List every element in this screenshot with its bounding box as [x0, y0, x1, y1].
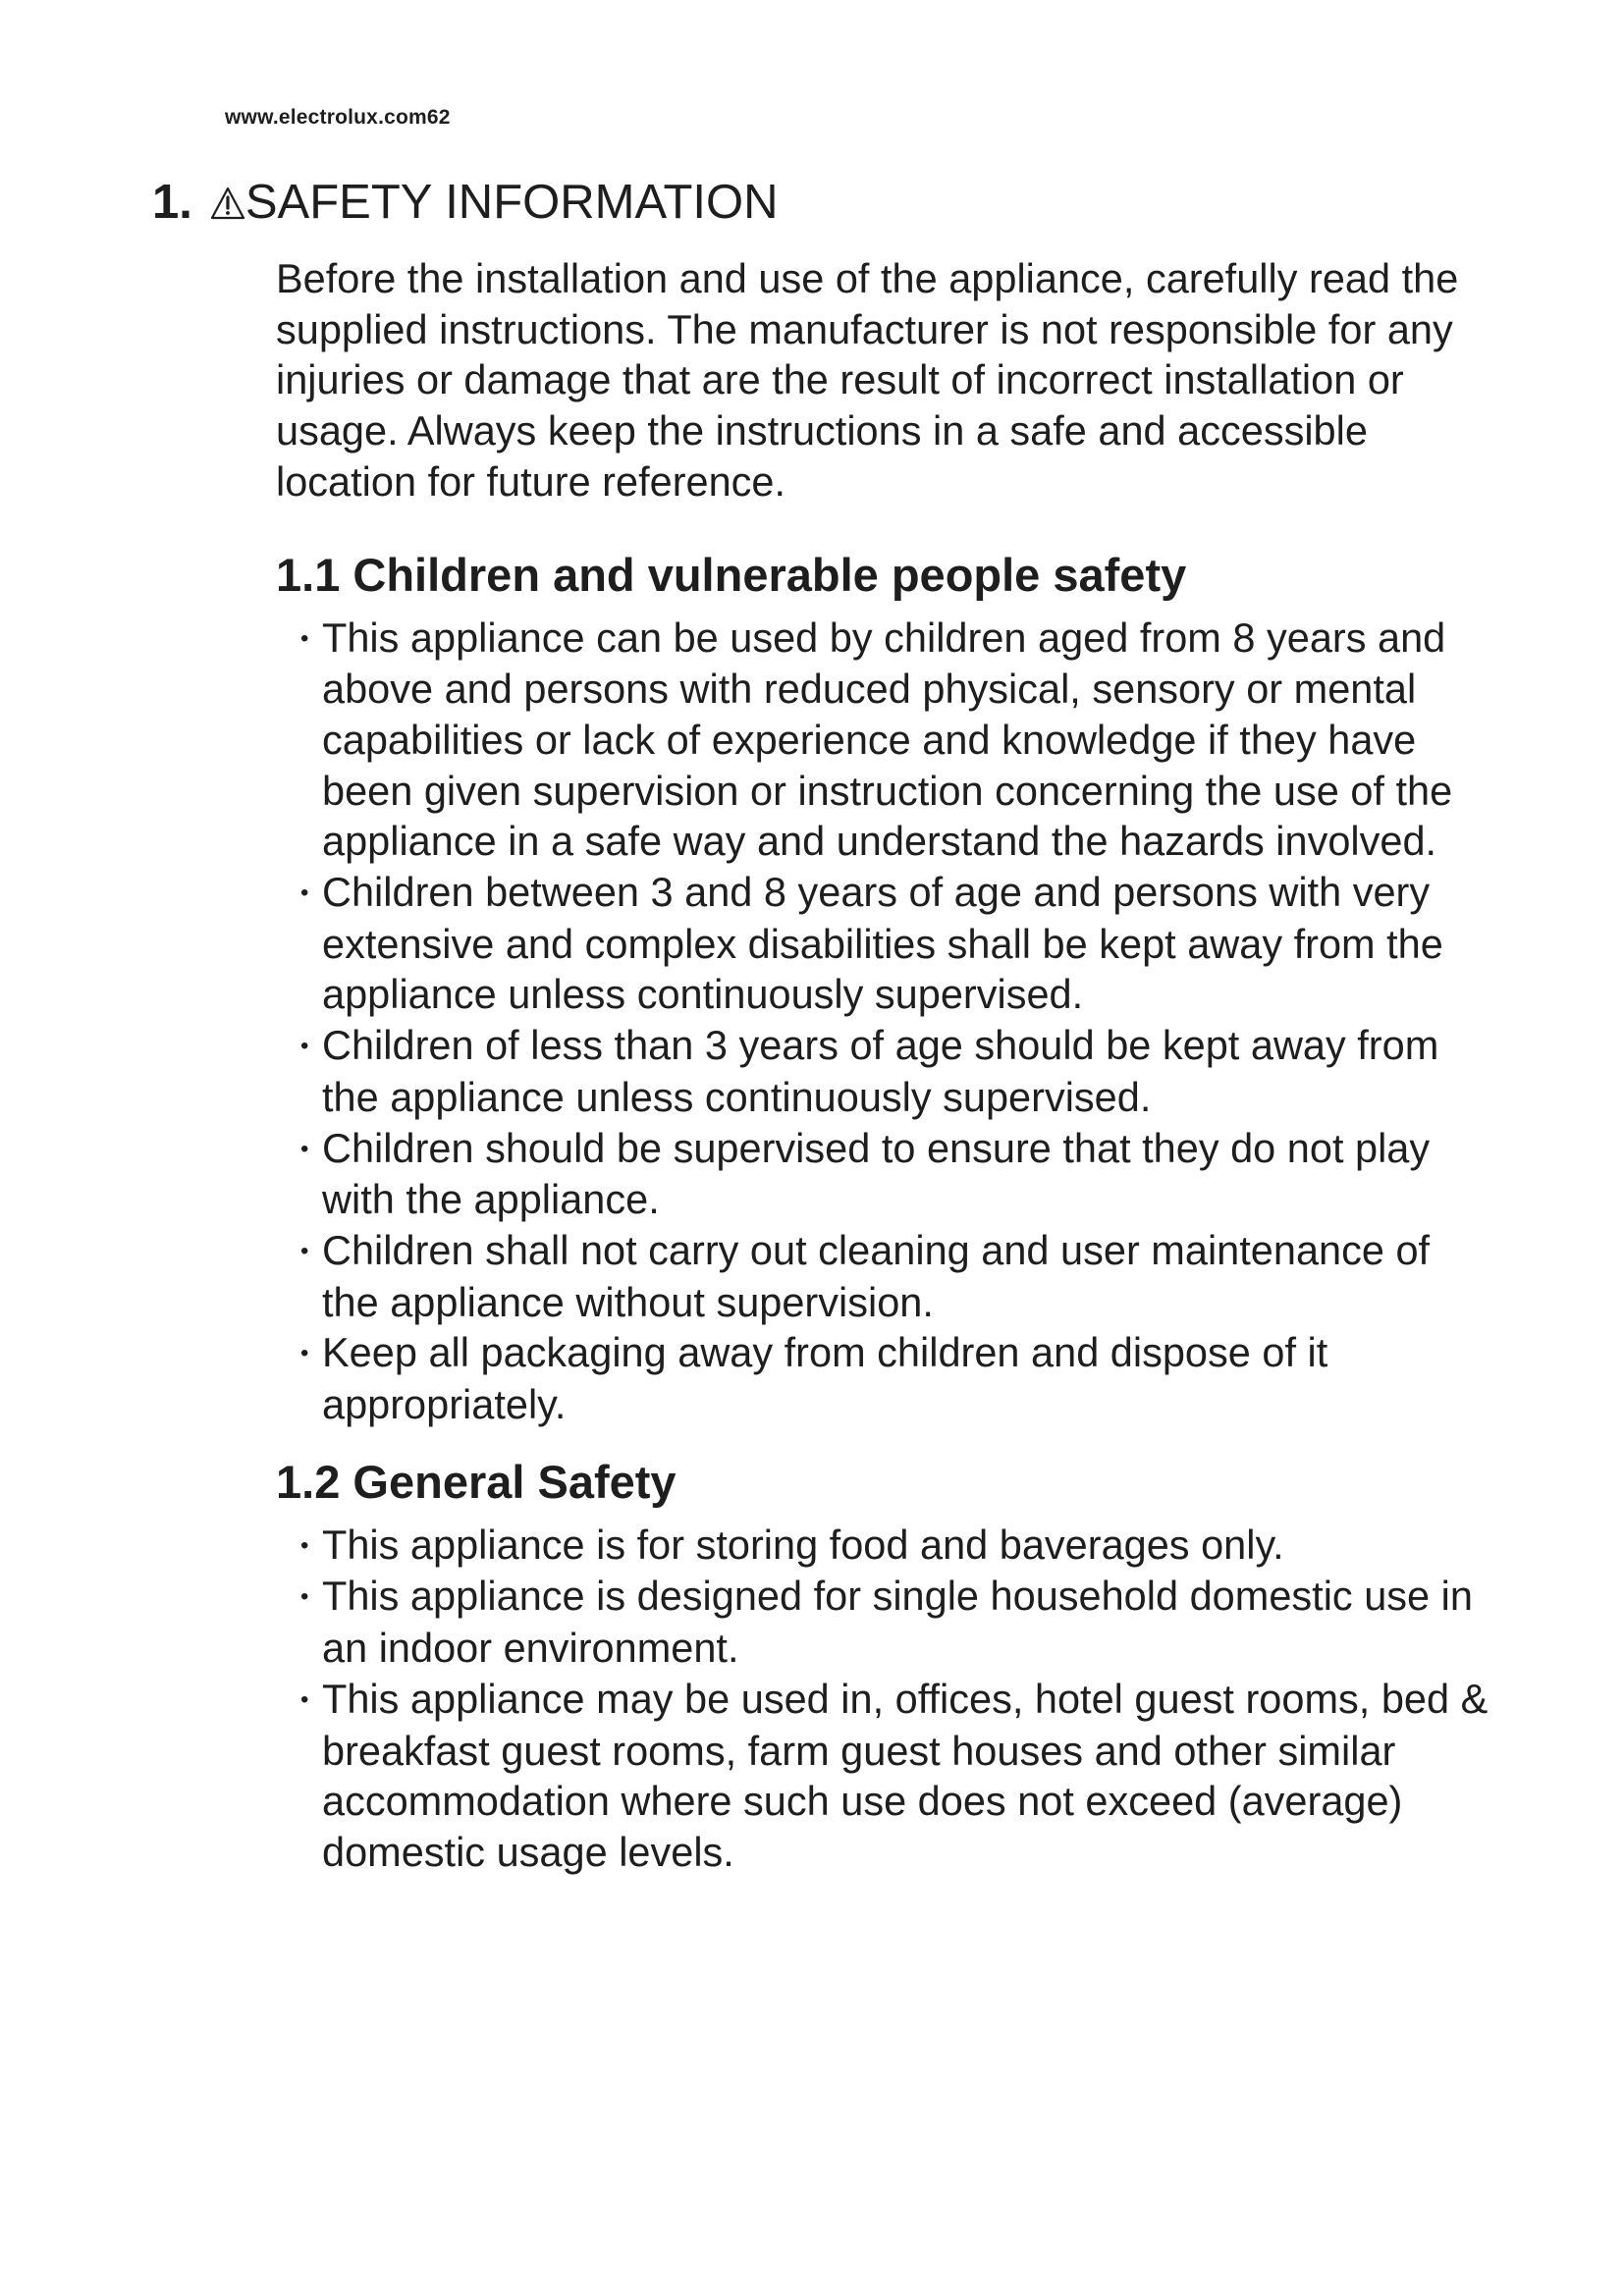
bullet-icon: • — [300, 1583, 309, 1611]
bullet-icon: • — [300, 1135, 309, 1162]
section-heading — [152, 173, 779, 232]
list-item: • Children shall not carry out cleaning and user maintenance of the appliance without supervision. — [300, 1226, 1431, 1325]
bullet-icon: • — [300, 880, 309, 907]
list-item: • Children between 3 and 8 years of age and persons with very extensive and complex disabilities shall be kept away from the appliance unless continuously supervised. — [300, 869, 1443, 1018]
bullet-icon: • — [300, 1340, 309, 1367]
subsection-number: 1.2 — [276, 1455, 341, 1508]
list-item: • Children of less than 3 years of age should be kept away from the appliance unless continuously supervised. — [300, 1022, 1439, 1120]
children-safety-list — [276, 613, 1493, 1430]
bullet-icon: • — [300, 1531, 309, 1559]
bullet-icon: • — [300, 1033, 309, 1060]
bullet-icon: • — [300, 1237, 309, 1264]
page-header-url-page-number: www.electrolux.com62 — [225, 106, 451, 129]
list-item: • This appliance is designed for single household domestic use in an indoor environment. — [300, 1573, 1473, 1672]
bullet-icon: • — [300, 624, 309, 652]
section-number: 1. — [152, 176, 192, 229]
section-title: SAFETY INFORMATION — [244, 176, 779, 229]
list-item: • Keep all packaging away from children and dispose of it appropriately. — [300, 1329, 1328, 1428]
warning-triangle-icon — [210, 175, 245, 208]
subsection-title: Children and vulnerable people safety — [352, 548, 1187, 601]
bullet-icon: • — [300, 1685, 309, 1713]
subsection-number: 1.1 — [276, 548, 341, 601]
subsection-title: General Safety — [352, 1455, 677, 1508]
subsection-heading-children — [276, 548, 1493, 603]
list-item: • This appliance is for storing food and baverages only. — [276, 1520, 1493, 1572]
intro-paragraph: Before the installation and use of the appliance, carefully read the supplied instructions. The manufacturer is not responsible for any injuries or damage that are the result of incorrect installation or usage. Always keep the instructions in a safe and accessible location for future reference. — [276, 255, 1459, 505]
general-safety-list — [276, 1520, 1493, 1878]
list-item: • This appliance may be used in, offices, hotel guest rooms, bed & breakfast guest rooms, farm guest houses and other similar accommodation where such use does not exceed (average) domestic usage levels. — [300, 1675, 1489, 1875]
list-item: • This appliance can be used by children aged from 8 years and above and persons with reduced physical, sensory or mental capabilities or lack of experience and knowledge if they have been given supervision or instruction concerning the use of the appliance in a safe way and understand the hazards involved. — [300, 614, 1453, 865]
document-body — [276, 253, 1493, 1878]
list-item: • Children should be supervised to ensure that they do not play with the appliance. — [300, 1124, 1431, 1223]
subsection-heading-general — [276, 1455, 1493, 1510]
